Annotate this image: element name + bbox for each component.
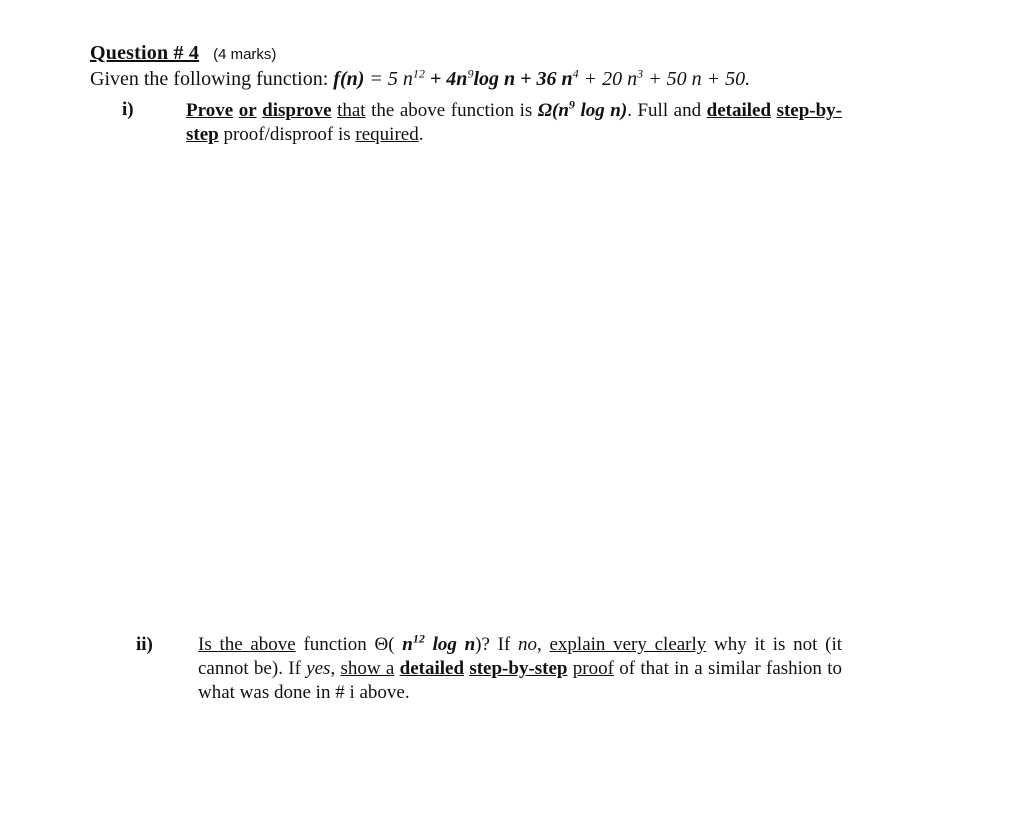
- given-prefix: Given the following function:: [90, 68, 329, 90]
- part-i-end: .: [418, 124, 424, 145]
- part-i-text: [186, 99, 842, 147]
- part-ii-t9: of that in a similar fashion to what was done in # i above.: [198, 658, 843, 703]
- question-marks: (4 marks): [213, 46, 277, 63]
- function-exp-4: 4: [572, 66, 579, 81]
- part-i-omega-tail: log n): [574, 100, 628, 121]
- part-i-after: . Full and: [627, 100, 707, 121]
- function-expression: [333, 68, 750, 90]
- part-i-tail: proof/disproof is: [218, 124, 356, 145]
- part-ii-theta: [402, 631, 476, 655]
- part-i-required: required: [355, 124, 419, 145]
- question-title: Question # 4: [90, 42, 200, 64]
- part-ii-step-by-step: step-by-step: [469, 658, 568, 679]
- function-term-4: + 20 n: [578, 68, 638, 90]
- part-ii-theta-tail: log n: [424, 634, 476, 655]
- part-i-detailed: detailed: [706, 100, 772, 121]
- function-exp-9: 9: [467, 66, 474, 81]
- part-ii-theta-exp: 12: [412, 631, 425, 646]
- part-ii-t2: )? If: [475, 634, 519, 655]
- part-ii-explain: explain very clearly: [549, 634, 707, 655]
- part-ii-label: ii): [136, 634, 153, 655]
- function-term-1: = 5 n: [364, 68, 413, 90]
- function-term-3: log n + 36 n: [473, 68, 573, 90]
- part-ii-proof: proof: [572, 658, 614, 679]
- part-ii-text: [198, 633, 842, 705]
- part-ii-t3: ,: [537, 634, 550, 655]
- part-ii-yes: yes: [306, 658, 331, 679]
- part-i-omega-exp: 9: [568, 97, 575, 112]
- part-i-omega: [537, 97, 628, 121]
- given-function-line: [90, 68, 750, 91]
- part-ii-theta-n: n: [402, 634, 413, 655]
- part-ii-t5: ,: [330, 658, 341, 679]
- part-i-prove: Prove: [186, 100, 234, 121]
- function-exp-3: 3: [637, 66, 644, 81]
- part-i-that: that: [337, 100, 366, 121]
- function-lhs: f(n): [333, 68, 365, 90]
- function-exp-12: 12: [412, 66, 425, 81]
- part-ii-no: no: [518, 634, 538, 655]
- part-i-omega-base: Ω(n: [537, 100, 569, 121]
- question-header: [90, 42, 276, 65]
- function-term-5: + 50 n + 50.: [643, 68, 751, 90]
- part-i-mid: the above function is: [365, 100, 538, 121]
- part-i-label: i): [122, 99, 134, 120]
- part-i-step-by-step: step-by-step: [186, 100, 843, 145]
- part-i-or: or: [238, 100, 257, 121]
- part-ii-t1: function Θ(: [295, 634, 403, 655]
- part-ii-is-above: Is the above: [198, 634, 296, 655]
- part-ii-detailed: detailed: [399, 658, 465, 679]
- part-ii-show: show a: [340, 658, 395, 679]
- part-ii-t4: why it is not (it cannot be). If: [198, 634, 843, 679]
- function-term-2: + 4n: [424, 68, 468, 90]
- part-i-disprove: disprove: [262, 100, 332, 121]
